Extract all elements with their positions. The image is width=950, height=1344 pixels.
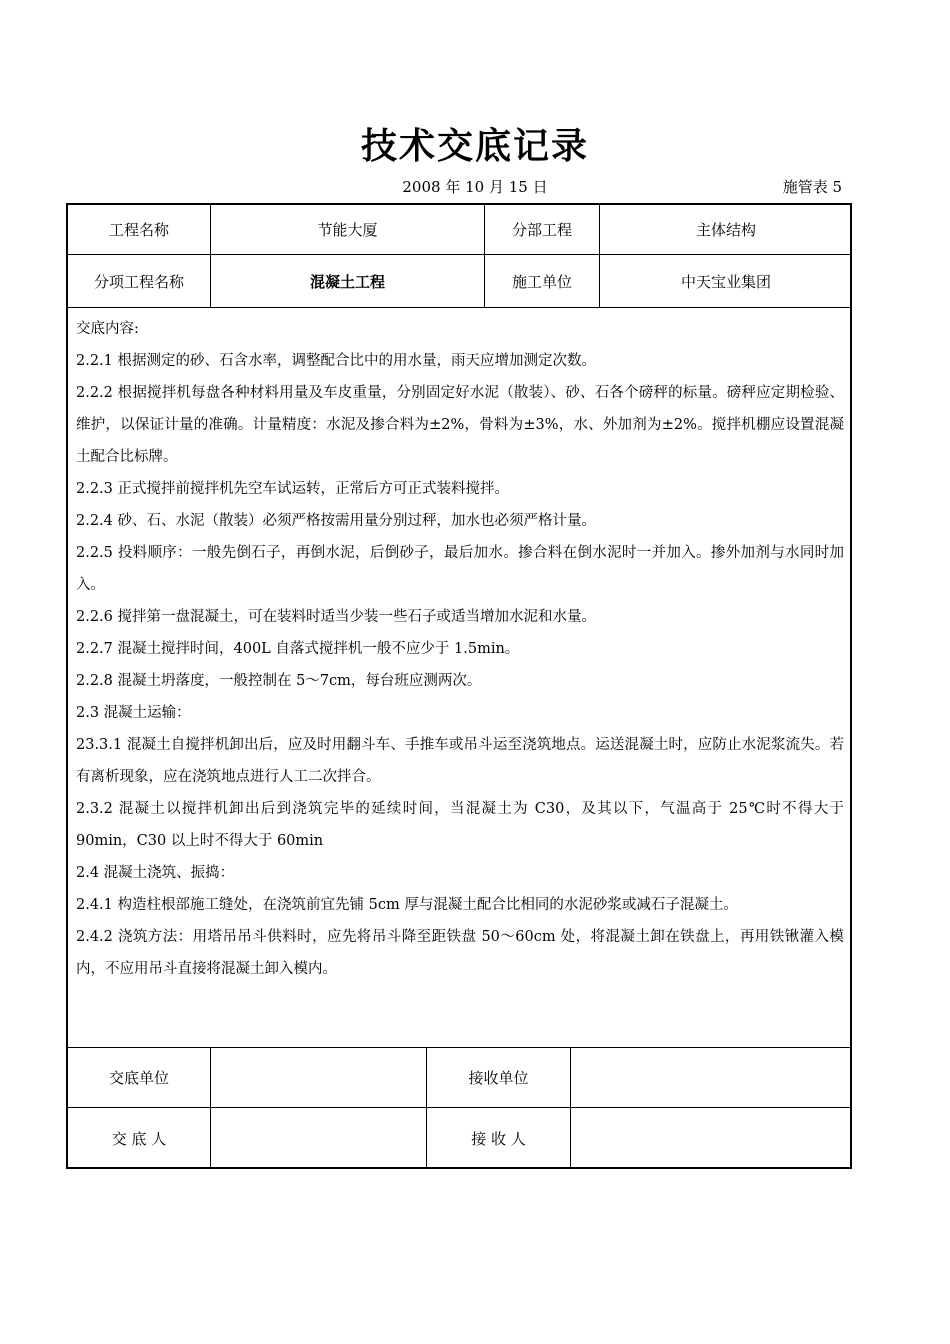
document-title: 技术交底记录 [360, 126, 589, 167]
content-paragraph: 2.2.7 混凝土搅拌时间，400L 自落式搅拌机一般不应少于 1.5min。 [76, 641, 520, 657]
receiver-label: 接 收 人 [471, 1130, 526, 1148]
content-paragraph: 2.4 混凝土浇筑、振捣： [76, 865, 235, 881]
issuer-label: 交 底 人 [111, 1130, 167, 1148]
project-name-label: 工程名称 [108, 221, 169, 239]
content-paragraph: 2.2.2 根据搅拌机每盘各种材料用量及车皮重量，分别固定好水泥（散装）、砂、石各个磅秤的标量。磅秤应定期检验、维护，以保证计量的准确。计量精度：水泥及掺合料为±2%，骨料为±3%，水、外加剂为±2%。搅拌机棚应设置混凝土配合比标牌。 [76, 385, 844, 465]
content-paragraph: 2.2.8 混凝土坍落度，一般控制在 5～7cm，每台班应测两次。 [76, 673, 482, 689]
content-paragraph: 2.4.1 构造柱根部施工缝处，在浇筑前宜先铺 5cm 厚与混凝土配合比相同的水泥砂浆或减石子混凝土。 [76, 897, 738, 913]
record-table [66, 203, 852, 1169]
receiver-unit-field [571, 1048, 852, 1107]
row-divider [68, 307, 850, 308]
content-paragraph: 2.2.6 搅拌第一盘混凝土，可在装料时适当少装一些石子或适当增加水泥和水量。 [76, 609, 597, 625]
issuer-unit-label: 交底单位 [108, 1069, 169, 1087]
document-date: 2008 年 10 月 15 日 [402, 178, 548, 196]
content-heading: 交底内容: [76, 321, 139, 337]
division-label: 分部工程 [511, 221, 572, 239]
contractor-label: 施工单位 [511, 272, 572, 291]
division-value: 主体结构 [695, 221, 756, 239]
briefing-content [76, 313, 844, 985]
receiver-unit-label: 接收单位 [468, 1069, 529, 1087]
content-paragraph: 2.2.3 正式搅拌前搅拌机先空车试运转，正常后方可正式装料搅拌。 [76, 481, 510, 497]
content-paragraph: 2.4.2 浇筑方法：用塔吊吊斗供料时，应先将吊斗降至距铁盘 50～60cm 处，将混凝土卸在铁盘上，再用铁锹灌入模内，不应用吊斗直接将混凝土卸入模内。 [76, 929, 844, 977]
subitem-label: 分项工程名称 [93, 272, 184, 291]
contractor-value: 中天宝业集团 [680, 272, 771, 291]
project-name-value: 节能大厦 [317, 221, 378, 239]
content-paragraph: 2.3.2 混凝土以搅拌机卸出后到浇筑完毕的延续时间，当混凝土为 C30，及其以下，气温高于 25℃时不得大于 90min，C30 以上时不得大于 60min [76, 801, 844, 849]
content-paragraph: 2.2.1 根据测定的砂、石含水率，调整配合比中的用水量，雨天应增加测定次数。 [76, 353, 597, 369]
receiver-field [571, 1108, 852, 1169]
issuer-unit-field [211, 1048, 426, 1107]
subitem-value: 混凝土工程 [309, 272, 385, 291]
content-paragraph: 23.3.1 混凝土自搅拌机卸出后，应及时用翻斗车、手推车或吊斗运至浇筑地点。运送混凝土时，应防止水泥浆流失。若有离析现象，应在浇筑地点进行人工二次拌合。 [76, 737, 844, 785]
issuer-field [211, 1108, 426, 1169]
content-paragraph: 2.2.4 砂、石、水泥（散装）必须严格按需用量分别过秤，加水也必须严格计量。 [76, 513, 597, 529]
content-paragraph: 2.2.5 投料顺序：一般先倒石子，再倒水泥，后倒砂子，最后加水。掺合料在倒水泥时一并加入。掺外加剂与水同时加入。 [76, 545, 844, 593]
content-paragraph: 2.3 混凝土运输： [76, 705, 191, 721]
form-number: 施管表 5 [782, 178, 842, 196]
